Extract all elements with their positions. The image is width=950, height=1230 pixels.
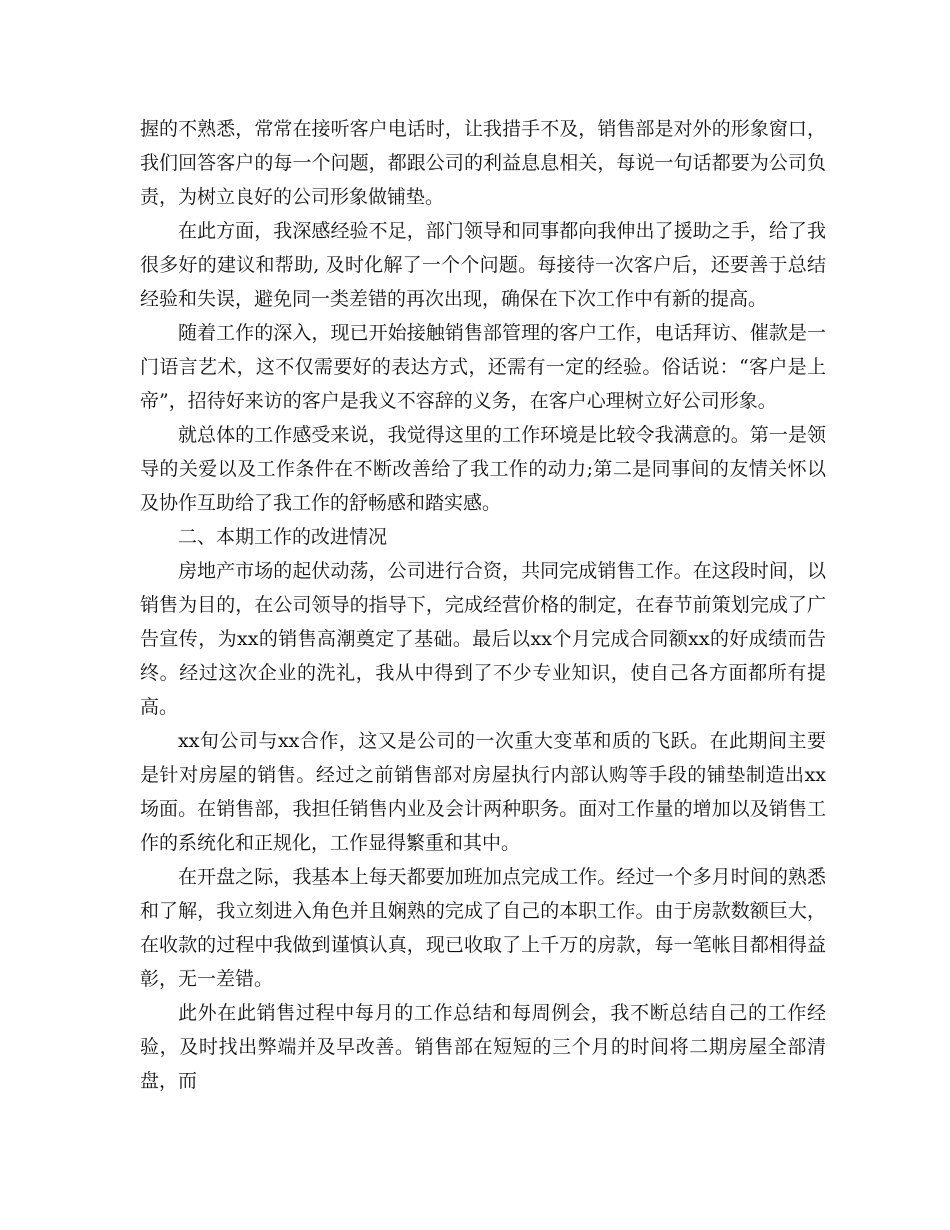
paragraph-market: 房地产市场的起伏动荡，公司进行合资，共同完成销售工作。在这段时间，以销售为目的，在公司领导的指导下，完成经营价格的制定，在春节前策划完成了广告宣传，为xx的销售高潮奠定了基础。最后以xx个月完成合同额xx的好成绩而告终。经过这次企业的洗礼，我从中得到了不少专业知识，使自己各方面都所有提高。	[140, 560, 826, 718]
paragraph-experience: 在此方面，我深感经验不足，部门领导和同事都向我伸出了援助之手，给了我很多好的建议和帮助, 及时化解了一个个问题。每接待一次客户后，还要善于总结经验和失误，避免同一类差错的再次出现，确保在下次工作中有新的提高。	[140, 220, 826, 310]
paragraph-continuation: 握的不熟悉，常常在接听客户电话时，让我措手不及，销售部是对外的形象窗口，我们回答客户的每一个问题，都跟公司的利益息息相关，每说一句话都要为公司负责，为树立良好的公司形象做铺垫。	[140, 118, 826, 208]
paragraph-summary: 此外在此销售过程中每月的工作总结和每周例会，我不断总结自己的工作经验，及时找出弊端并及早改善。销售部在短短的三个月的时间将二期房屋全部清盘，而	[140, 1002, 826, 1092]
paragraph-cooperation: xx旬公司与xx合作，这又是公司的一次重大变革和质的飞跃。在此期间主要是针对房屋的销售。经过之前销售部对房屋执行内部认购等手段的铺垫制造出xx场面。在销售部，我担任销售内业及会计两种职务。面对工作量的增加以及销售工作的系统化和正规化，工作显得繁重和其中。	[140, 730, 826, 854]
section-heading-improvements: 二、本期工作的改进情况	[178, 526, 388, 548]
paragraph-customer-work: 随着工作的深入，现已开始接触销售部管理的客户工作，电话拜访、催款是一门语言艺术，这不仅需要好的表达方式，还需有一定的经验。俗话说：“客户是上帝”，招待好来访的客户是我义不容辞的义务，在客户心理树立好公司形象。	[140, 322, 826, 412]
paragraph-opening: 在开盘之际，我基本上每天都要加班加点完成工作。经过一个多月时间的熟悉和了解，我立刻进入角色并且娴熟的完成了自己的本职工作。由于房款数额巨大，在收款的过程中我做到谨慎认真，现已收取了上千万的房款，每一笔帐目都相得益彰，无一差错。	[140, 866, 826, 990]
paragraph-work-feelings: 就总体的工作感受来说，我觉得这里的工作环境是比较令我满意的。第一是领导的关爱以及工作条件在不断改善给了我工作的动力;第二是同事间的友情关怀以及协作互助给了我工作的舒畅感和踏实感。	[140, 424, 826, 514]
document-body	[140, 112, 826, 1098]
